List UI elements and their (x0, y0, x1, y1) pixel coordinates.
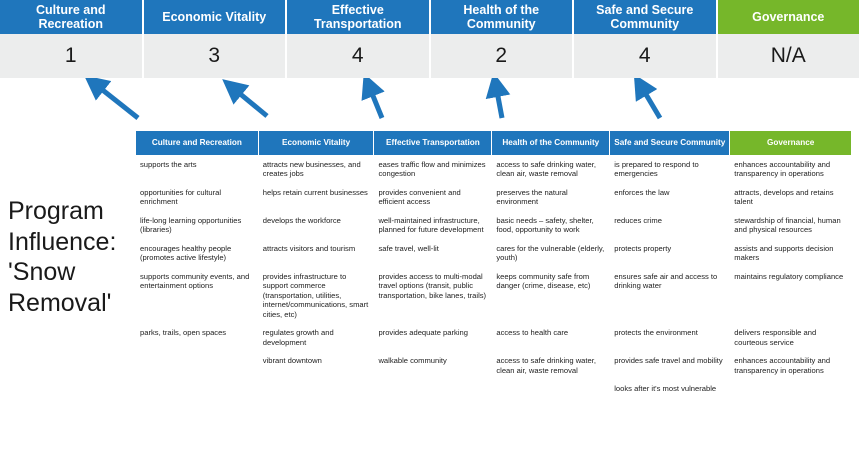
priority-header-row (0, 0, 859, 34)
matrix-cell-r1-c6: enhances accountability and transparency in operations (730, 156, 851, 184)
table-row (136, 267, 851, 323)
matrix-cell-r4-c1: encourages healthy people (promotes active lifestyle) (136, 239, 258, 267)
matrix-cell-r2-c1: opportunities for cultural enrichment (136, 183, 258, 211)
matrix-body (136, 156, 851, 399)
priority-score-governance: N/A (770, 44, 806, 67)
matrix-cell-r3-c2: develops the workforce (258, 211, 374, 239)
matrix-cell-r6-c6: delivers responsible and courteous service (730, 324, 851, 352)
matrix-cell-r5-c4: keeps community safe from danger (crime, disease, etc) (492, 267, 610, 323)
matrix-cell-r5-c3: provides access to multi-modal travel options (transit, public transportation, bike lanes, trails) (374, 267, 492, 323)
matrix-cell-r1-c3: eases traffic flow and minimizes congestion (374, 156, 492, 184)
matrix-cell-r3-c5: reduces crime (610, 211, 730, 239)
matrix-cell-r7-c5: provides safe travel and mobility (610, 352, 730, 380)
matrix-col-header-economic-vitality: Economic Vitality (258, 131, 374, 156)
matrix-col-header-culture-and-recreation: Culture and Recreation (136, 131, 258, 156)
matrix-cell-r6-c4: access to health care (492, 324, 610, 352)
matrix-cell-r6-c5: protects the environment (610, 324, 730, 352)
caption-line-4: Removal' (8, 288, 112, 317)
influence-matrix (136, 131, 851, 399)
caption-line-2: Influence: (8, 227, 117, 256)
matrix-cell-r6-c1: parks, trails, open spaces (136, 324, 258, 352)
caption-line-3: 'Snow (8, 258, 76, 286)
matrix-cell-r2-c5: enforces the law (610, 183, 730, 211)
arrow-safe-secure-community (641, 86, 660, 118)
priority-score-economic-vitality: 3 (144, 34, 288, 78)
matrix-cell-r4-c5: protects property (610, 239, 730, 267)
arrows-svg (0, 78, 859, 134)
matrix-cell-r4-c4: cares for the vulnerable (elderly, youth) (492, 239, 610, 267)
matrix-cell-r8-c6 (730, 380, 851, 398)
priority-score-culture-and-recreation: 1 (0, 34, 144, 78)
priority-header-effective-transportation: Effective Transportation (287, 0, 431, 34)
arrow-economic-vitality (233, 88, 267, 116)
arrow-culture-recreation (95, 84, 138, 118)
priority-header-economic-vitality: Economic Vitality (144, 0, 288, 34)
table-row (136, 211, 851, 239)
table-row (136, 352, 851, 380)
matrix-cell-r7-c1 (136, 352, 258, 380)
matrix-cell-r2-c6: attracts, develops and retains talent (730, 183, 851, 211)
matrix-col-header-governance: Governance (730, 131, 851, 156)
priority-header-culture-and-recreation: Culture and Recreation (0, 0, 144, 34)
matrix-cell-r3-c6: stewardship of financial, human and physical resources (730, 211, 851, 239)
priority-score-effective-transportation: 4 (287, 34, 431, 78)
priority-score-row (0, 34, 859, 78)
matrix-col-header-health-of-the-community: Health of the Community (492, 131, 610, 156)
matrix-cell-r4-c6: assists and supports decision makers (730, 239, 851, 267)
matrix-cell-r8-c1 (136, 380, 258, 398)
matrix-header (136, 131, 851, 156)
matrix-cell-r3-c1: life-long learning opportunities (libraries) (136, 211, 258, 239)
arrow-health-community (496, 86, 502, 118)
matrix-cell-r1-c1: supports the arts (136, 156, 258, 184)
matrix-cell-r1-c5: is prepared to respond to emergencies (610, 156, 730, 184)
table-row (136, 156, 851, 184)
table-row (136, 324, 851, 352)
matrix-col-header-effective-transportation: Effective Transportation (374, 131, 492, 156)
strategic-priorities-band (0, 0, 859, 78)
matrix-cell-r6-c3: provides adequate parking (374, 324, 492, 352)
matrix-cell-r8-c2 (258, 380, 374, 398)
matrix-cell-r5-c5: ensures safe air and access to drinking water (610, 267, 730, 323)
table-row (136, 239, 851, 267)
matrix-cell-r7-c4: access to safe drinking water, clean air, waste removal (492, 352, 610, 380)
influence-arrows (0, 78, 859, 134)
matrix-cell-r5-c2: provides infrastructure to support commerce (transportation, utilities, internet/communications, smart cities, etc) (258, 267, 374, 323)
matrix-cell-r8-c3 (374, 380, 492, 398)
priority-header-governance: Governance (718, 0, 859, 34)
matrix-cell-r7-c3: walkable community (374, 352, 492, 380)
table-row (136, 183, 851, 211)
matrix-cell-r6-c2: regulates growth and development (258, 324, 374, 352)
matrix-cell-r7-c6: enhances accountability and transparency in operations (730, 352, 851, 380)
matrix-cell-r4-c3: safe travel, well-lit (374, 239, 492, 267)
priority-score-safe-and-secure-community: 4 (574, 34, 718, 78)
program-influence-caption (8, 196, 134, 318)
priority-score-health-of-the-community: 2 (431, 34, 575, 78)
table-row (136, 380, 851, 398)
matrix-cell-r5-c6: maintains regulatory compliance (730, 267, 851, 323)
matrix-cell-r1-c2: attracts new businesses, and creates jobs (258, 156, 374, 184)
arrow-effective-transportation (369, 86, 382, 118)
priority-header-safe-and-secure-community: Safe and Secure Community (574, 0, 718, 34)
matrix-cell-r3-c3: well-maintained infrastructure, planned for future development (374, 211, 492, 239)
matrix-col-header-safe-and-secure-community: Safe and Secure Community (610, 131, 730, 156)
matrix-cell-r8-c4 (492, 380, 610, 398)
influence-matrix-table (136, 131, 851, 399)
matrix-cell-r1-c4: access to safe drinking water, clean air, waste removal (492, 156, 610, 184)
priority-header-health-of-the-community: Health of the Community (431, 0, 575, 34)
matrix-cell-r2-c2: helps retain current businesses (258, 183, 374, 211)
matrix-header-row (136, 131, 851, 156)
matrix-cell-r8-c5: looks after it's most vulnerable (610, 380, 730, 398)
caption-line-1: Program (8, 197, 104, 225)
matrix-cell-r5-c1: supports community events, and entertainment options (136, 267, 258, 323)
matrix-cell-r2-c3: provides convenient and efficient access (374, 183, 492, 211)
matrix-cell-r4-c2: attracts visitors and tourism (258, 239, 374, 267)
matrix-cell-r2-c4: preserves the natural environment (492, 183, 610, 211)
matrix-cell-r3-c4: basic needs – safety, shelter, food, opportunity to work (492, 211, 610, 239)
matrix-cell-r7-c2: vibrant downtown (258, 352, 374, 380)
